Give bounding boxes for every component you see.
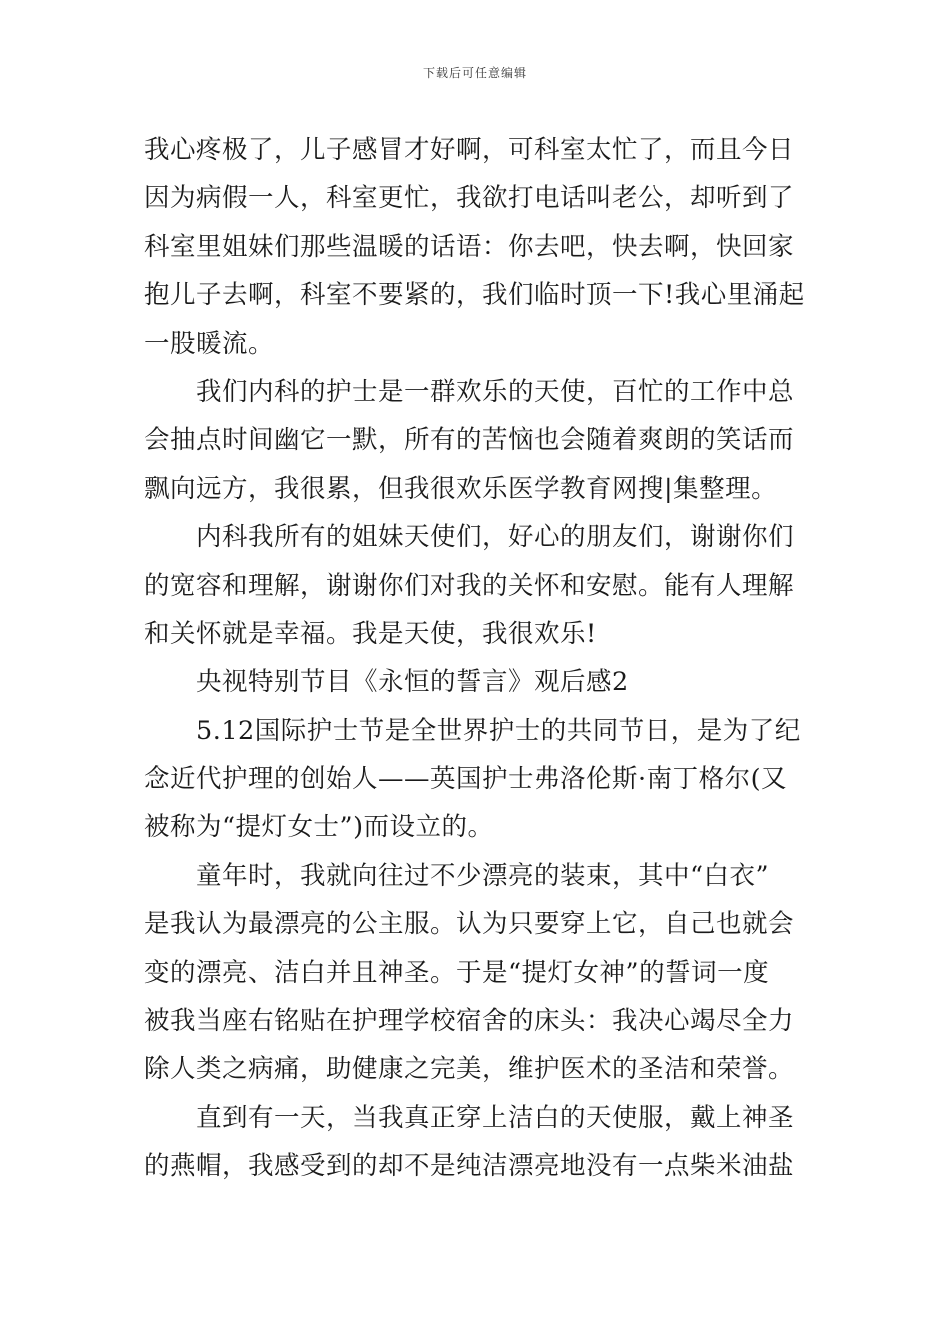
text-line: 被称为“提灯女士”)而设立的。 <box>144 812 494 843</box>
text-line: 我们内科的护士是一群欢乐的天使，百忙的工作中总 <box>196 376 795 407</box>
text-line: 会抽点时间幽它一默，所有的苦恼也会随着爽朗的笑话而 <box>144 425 795 456</box>
text-line: 抱儿子去啊，科室不要紧的，我们临时顶一下!我心里涌起 <box>144 280 805 311</box>
page-header: 下载后可任意编辑 <box>422 66 527 80</box>
text-line: 的宽容和理解，谢谢你们对我的关怀和安慰。能有人理解 <box>144 570 795 601</box>
text-line: 被我当座右铭贴在护理学校宿舍的床头：我决心竭尽全力 <box>144 1006 795 1037</box>
text-line: 内科我所有的姐妹天使们，好心的朋友们，谢谢你们 <box>196 522 795 553</box>
text-line: 是我认为最漂亮的公主服。认为只要穿上它，自己也就会 <box>144 909 795 940</box>
text-line: 央视特别节目《永恒的誓言》观后感2 <box>196 667 629 698</box>
document-body <box>144 126 808 1191</box>
text-line: 和关怀就是幸福。我是天使，我很欢乐! <box>144 618 597 649</box>
text-line: 除人类之病痛，助健康之完美，维护医术的圣洁和荣誉。 <box>144 1054 795 1085</box>
text-line: 念近代护理的创始人——英国护士弗洛伦斯·南丁格尔(又 <box>144 764 788 795</box>
text-line: 直到有一天，当我真正穿上洁白的天使服，戴上神圣 <box>196 1102 795 1133</box>
text-line: 飘向远方，我很累，但我很欢乐医学教育网搜|集整理。 <box>144 473 778 504</box>
text-line: 因为病假一人，科室更忙，我欲打电话叫老公，却听到了 <box>144 183 795 214</box>
text-line: 一股暖流。 <box>144 328 275 359</box>
text-line: 我心疼极了，儿子感冒才好啊，可科室太忙了，而且今日 <box>144 135 795 165</box>
text-line: 5.12国际护士节是全世界护士的共同节日，是为了纪 <box>196 715 801 746</box>
text-line: 变的漂亮、洁白并且神圣。于是“提灯女神”的誓词一度 <box>144 957 770 988</box>
text-line: 科室里姐妹们那些温暖的话语：你去吧，快去啊，快回家 <box>144 231 795 262</box>
text-line: 的燕帽，我感受到的却不是纯洁漂亮地没有一点柴米油盐 <box>144 1151 795 1182</box>
text-line: 童年时，我就向往过不少漂亮的装束，其中“白衣” <box>196 860 770 891</box>
